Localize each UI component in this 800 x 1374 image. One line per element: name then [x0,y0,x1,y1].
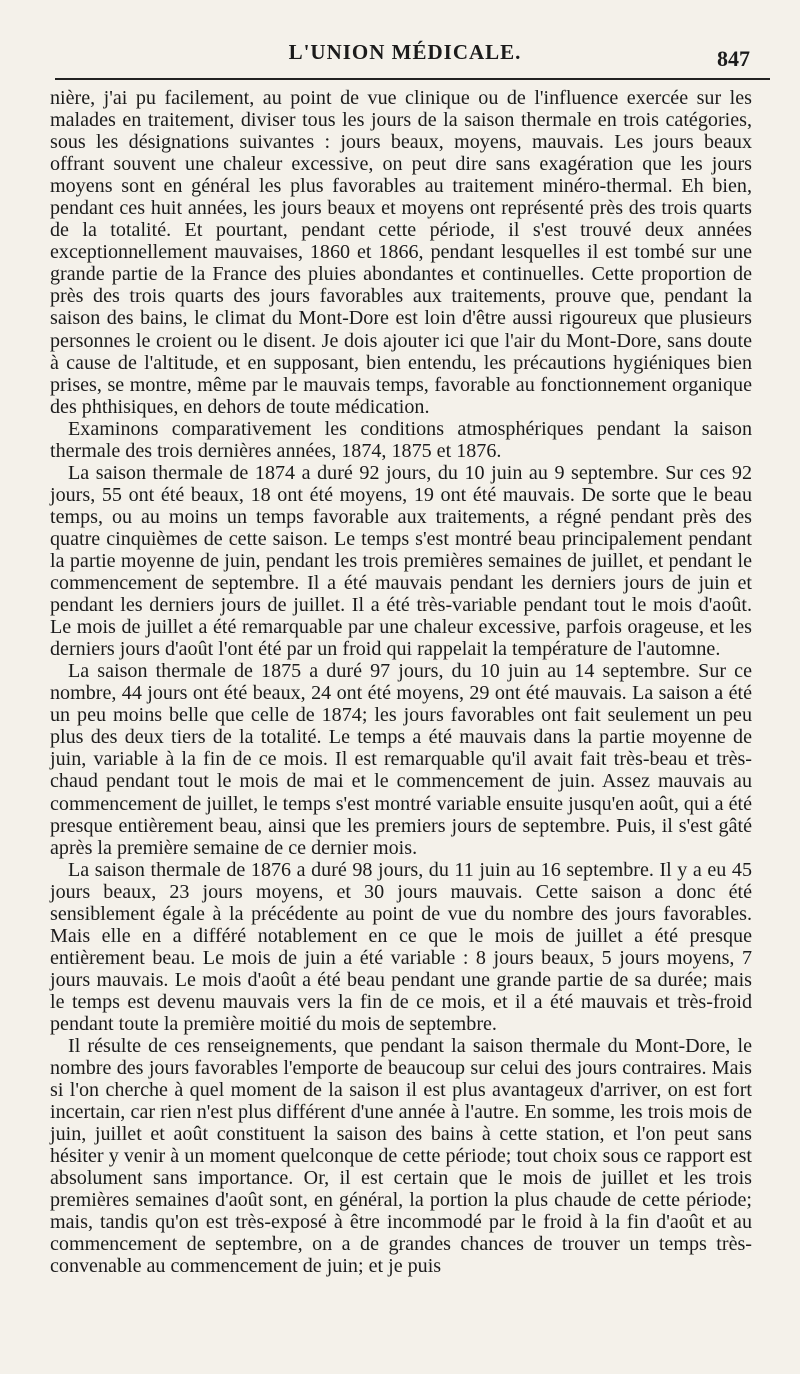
body-text [50,87,752,1278]
header-rule [55,78,770,80]
running-header [40,40,770,76]
journal-title: L'UNION MÉDICALE. [288,40,522,64]
paragraph-examinons: Examinons comparativement les conditions atmosphériques pendant la saison thermale des trois dernières années, 1874, 1875 et 1876. [50,417,752,462]
paragraph-saison-1876: La saison thermale de 1876 a duré 98 jours, du 11 juin au 16 septembre. Il y a eu 45 jours beaux, 23 jours moyens, et 30 jours mauvais. Cette saison a donc été sensiblement égale à la précédente au point de vue du nombre des jours favorables. Mais elle en a différé notablement en ce que le mois de juillet a été presque entièrement beau. Le mois de juin a été variable : 8 jours beaux, 5 jours moyens, 7 jours mauvais. Le mois d'août a été beau pendant une grande partie de sa durée; mais le temps est devenu mauvais vers la fin de ce mois, et il a été mauvais et très-froid pendant toute la première moitié du mois de septembre. [50,858,752,1035]
paragraph-continuation: nière, j'ai pu facilement, au point de vue clinique ou de l'influence exercée sur les malades en traitement, diviser tous les jours de la saison thermale en trois catégories, sous les désignations suivantes : jours beaux, moyens, mauvais. Les jours beaux offrant souvent une chaleur excessive, on peut dire sans exagération que les jours moyens sont en général les plus favorables au traitement minéro-thermal. Eh bien, pendant ces huit années, les jours beaux et moyens ont représenté près des trois quarts de la totalité. Et pourtant, pendant cette période, il s'est trouvé deux années exceptionnellement mauvaises, 1860 et 1866, pendant lesquelles il est tombé sur une grande partie de la France des pluies abondantes et continuelles. Cette proportion de près des trois quarts des jours favorables aux traitements, prouve que, pendant la saison des bains, le climat du Mont-Dore est loin d'être aussi rigoureux que plusieurs personnes le croient ou le disent. Je dois ajouter ici que l'air du Mont-Dore, sans doute à cause de l'altitude, et en supposant, bien entendu, les précautions hygiéniques bien prises, se montre, même par le mauvais temps, favorable au fonctionnement organique des phthisiques, en dehors de toute médication. [50,87,752,418]
page-number: 847 [717,46,750,71]
paragraph-saison-1874: La saison thermale de 1874 a duré 92 jours, du 10 juin au 9 septembre. Sur ces 92 jours, 55 ont été beaux, 18 ont été moyens, 19 ont été mauvais. De sorte que le beau temps, ou au moins un temps favorable aux traitements, a régné pendant près des quatre cinquièmes de cette saison. Le temps s'est montré beau principalement pendant la partie moyenne de juin, pendant les trois premières semaines de juillet, et pendant le commencement de septembre. Il a été mauvais pendant les derniers jours de juin et pendant les derniers jours de juillet. Il a été très-variable pendant tout le mois d'août. Le mois de juillet a été remarquable par une chaleur excessive, parfois orageuse, et les derniers jours d'août l'ont été par un froid qui rappelait la température de l'automne. [50,461,752,661]
paragraph-conclusion: Il résulte de ces renseignements, que pendant la saison thermale du Mont-Dore, le nombre des jours favorables l'emporte de beaucoup sur celui des jours contraires. Mais si l'on cherche à quel moment de la saison il est plus avantageux d'arriver, on est fort incertain, car rien n'est plus différent d'une année à l'autre. En somme, les trois mois de juin, juillet et août constituent la saison des bains à cette station, et l'on peut sans hésiter y venir à un moment quelconque de cette période; tout choix sous ce rapport est absolument sans importance. Or, il est certain que le mois de juillet et les trois premières semaines d'août sont, en général, la portion la plus chaude de cette période; mais, tandis qu'on est très-exposé à être incommodé par le froid à la fin d'août et au commencement de septembre, on a de grandes chances de trouver un temps très-convenable au commencement de juin; et je puis [50,1035,752,1278]
paragraph-saison-1875: La saison thermale de 1875 a duré 97 jours, du 10 juin au 14 septembre. Sur ce nombre, 44 jours ont été beaux, 24 ont été moyens, 29 ont été mauvais. La saison a été un peu moins belle que celle de 1874; les jours favorables ont fait seulement un peu plus des deux tiers de la totalité. Le temps a été mauvais dans la partie moyenne de juin, variable à la fin de ce mois. Il est remarquable qu'il avait fait très-beau et très-chaud pendant tout le mois de mai et le commencement de juin. Assez mauvais au commencement de juillet, le temps s'est montré variable ensuite jusqu'en août, qui a été presque entièrement beau, ainsi que les premiers jours de septembre. Puis, il s'est gâté après la première semaine de ce dernier mois. [50,660,752,859]
